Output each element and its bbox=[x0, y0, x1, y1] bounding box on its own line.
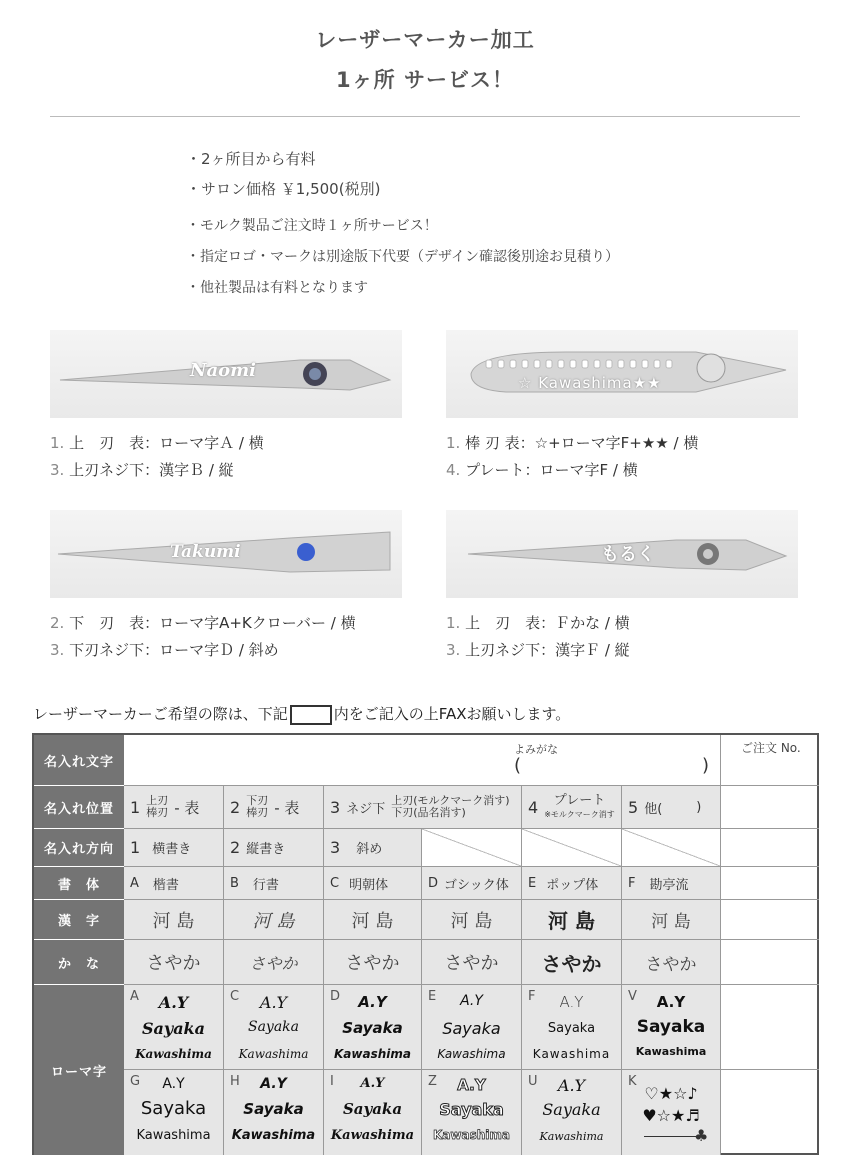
direction-option-1[interactable]: 1 横書き bbox=[124, 829, 224, 867]
order-instruction: レーザーマーカーご希望の際は、下記 内をご記入の上FAXお願いします。 bbox=[33, 705, 571, 723]
kana-sample-b[interactable]: さやか bbox=[224, 940, 324, 985]
order-form-table bbox=[32, 733, 819, 1155]
roman-sample-v[interactable]: V A.Y Sayaka Kawashima bbox=[622, 985, 721, 1070]
roman-sample-i[interactable]: I A.Y Sayaka Kawashima bbox=[324, 1070, 422, 1155]
roman-sample-k-symbols[interactable]: K ♡★☆♪ ♥☆★♬ ♣ bbox=[622, 1070, 721, 1155]
caption-1a: 1. 上 刃 表：ローマ字Ａ / 横 bbox=[50, 434, 264, 452]
roman-sample-u[interactable]: U A.Y Sayaka Kawashima bbox=[522, 1070, 622, 1155]
divider bbox=[50, 116, 800, 117]
direction-empty-1 bbox=[422, 829, 522, 867]
position-option-3[interactable]: 3 ネジ下 上刃(モルクマーク消す) 下刃(品名消す) bbox=[324, 786, 522, 829]
note-1: ・2ヶ所目から有料 bbox=[186, 150, 316, 168]
kana-sample-a[interactable]: さやか bbox=[124, 940, 224, 985]
scissors-photo-4 bbox=[446, 510, 798, 598]
caption-4a: 1. 上 刃 表：Ｆかな / 横 bbox=[446, 614, 630, 632]
kanji-sample-a[interactable]: 河 島 bbox=[124, 900, 224, 940]
paren-close: ) bbox=[702, 755, 710, 776]
position-option-5[interactable]: 5 他( ) bbox=[622, 786, 721, 829]
roman-sample-d[interactable]: D A.Y Sayaka Kawashima bbox=[324, 985, 422, 1070]
engraving-3: Takumi bbox=[170, 542, 241, 562]
direction-empty-3 bbox=[622, 829, 721, 867]
position-blank bbox=[721, 786, 819, 829]
font-option-d[interactable]: D ゴシック体 bbox=[422, 867, 522, 900]
roman-blank-2 bbox=[721, 1070, 819, 1155]
kanji-sample-e[interactable]: 河 島 bbox=[522, 900, 622, 940]
note-4: ・指定ロゴ・マークは別途版下代要（デザイン確認後別途お見積り） bbox=[186, 249, 620, 265]
kanji-sample-c[interactable]: 河 島 bbox=[324, 900, 422, 940]
label-kanji: 漢 字 bbox=[34, 900, 124, 940]
paren-open: ( bbox=[514, 755, 522, 776]
position-option-4[interactable]: 4 プレート ※モルクマーク消す bbox=[522, 786, 622, 829]
position-option-2[interactable]: 2 下刃 棒刃 - 表 bbox=[224, 786, 324, 829]
kana-sample-f[interactable]: さやか bbox=[622, 940, 721, 985]
font-option-f[interactable]: F 勘亭流 bbox=[622, 867, 721, 900]
page-title: レーザーマーカー加工 bbox=[315, 28, 535, 52]
engraving-2: ☆ Kawashima★★ bbox=[518, 374, 662, 392]
label-name-text: 名入れ文字 bbox=[34, 735, 124, 786]
kanji-sample-f[interactable]: 河 島 bbox=[622, 900, 721, 940]
label-direction: 名入れ方向 bbox=[34, 829, 124, 867]
name-input-field[interactable] bbox=[124, 735, 721, 786]
direction-empty-2 bbox=[522, 829, 622, 867]
scissors-photo-3 bbox=[50, 510, 402, 598]
caption-2a: 1. 棒 刃 表：☆+ローマ字F+★★ / 横 bbox=[446, 434, 699, 452]
roman-blank-1 bbox=[721, 985, 819, 1070]
order-no-field[interactable] bbox=[721, 735, 819, 786]
clover-icon: ♣ bbox=[694, 1126, 709, 1145]
direction-option-2[interactable]: 2 縦書き bbox=[224, 829, 324, 867]
yomigana-label: よみがな bbox=[514, 743, 558, 756]
label-roman: ローマ字 bbox=[34, 985, 124, 1155]
scissors-photo-2 bbox=[446, 330, 798, 418]
direction-blank bbox=[721, 829, 819, 867]
scissors-photo-1 bbox=[50, 330, 402, 418]
font-blank bbox=[721, 867, 819, 900]
font-option-a[interactable]: A 楷書 bbox=[124, 867, 224, 900]
direction-option-3[interactable]: 3 斜め bbox=[324, 829, 422, 867]
kana-sample-c[interactable]: さやか bbox=[324, 940, 422, 985]
engraving-4: もるく bbox=[601, 544, 655, 565]
kana-sample-e[interactable]: さやか bbox=[522, 940, 622, 985]
font-option-b[interactable]: B 行書 bbox=[224, 867, 324, 900]
roman-sample-g[interactable]: G A.Y Sayaka Kawashima bbox=[124, 1070, 224, 1155]
label-kana: か な bbox=[34, 940, 124, 985]
position-option-1[interactable]: 1 上刃 棒刃 - 表 bbox=[124, 786, 224, 829]
symbol-line bbox=[644, 1136, 696, 1137]
kana-blank bbox=[721, 940, 819, 985]
highlight-box bbox=[290, 705, 332, 725]
roman-sample-e[interactable]: E A.Y Sayaka Kawashima bbox=[422, 985, 522, 1070]
roman-sample-c[interactable]: C A.Y Sayaka Kawashima bbox=[224, 985, 324, 1070]
note-3: ・モルク製品ご注文時１ヶ所サービス！ bbox=[186, 218, 438, 234]
font-option-c[interactable]: C 明朝体 bbox=[324, 867, 422, 900]
roman-sample-h[interactable]: H A.Y Sayaka Kawashima bbox=[224, 1070, 324, 1155]
note-5: ・他社製品は有料となります bbox=[186, 280, 368, 296]
note-2: ・サロン価格 ￥1,500(税別) bbox=[186, 180, 381, 198]
order-no-label: ご注文 No. bbox=[741, 741, 801, 755]
font-option-e[interactable]: E ポップ体 bbox=[522, 867, 622, 900]
kanji-blank bbox=[721, 900, 819, 940]
kanji-sample-d[interactable]: 河 島 bbox=[422, 900, 522, 940]
roman-sample-z[interactable]: Z A.Y Sayaka Kawashima bbox=[422, 1070, 522, 1155]
label-position: 名入れ位置 bbox=[34, 786, 124, 829]
engraving-1: Naomi bbox=[190, 360, 257, 381]
caption-3a: 2. 下 刃 表：ローマ字A+Kクローバー / 横 bbox=[50, 614, 356, 632]
caption-1b: 3. 上刃ネジ下：漢字Ｂ / 縦 bbox=[50, 461, 234, 479]
label-typeface: 書 体 bbox=[34, 867, 124, 900]
caption-3b: 3. 下刃ネジ下：ローマ字Ｄ / 斜め bbox=[50, 641, 279, 659]
kana-sample-d[interactable]: さやか bbox=[422, 940, 522, 985]
caption-4b: 3. 上刃ネジ下：漢字Ｆ / 縦 bbox=[446, 641, 630, 659]
kanji-sample-b[interactable]: 河 島 bbox=[224, 900, 324, 940]
page-subtitle: 1ヶ所 サービス！ bbox=[336, 68, 514, 92]
roman-sample-a[interactable]: A A.Y Sayaka Kawashima bbox=[124, 985, 224, 1070]
roman-sample-f[interactable]: F A.Y Sayaka Kawashima bbox=[522, 985, 622, 1070]
caption-2b: 4. プレート：ローマ字F / 横 bbox=[446, 461, 638, 479]
